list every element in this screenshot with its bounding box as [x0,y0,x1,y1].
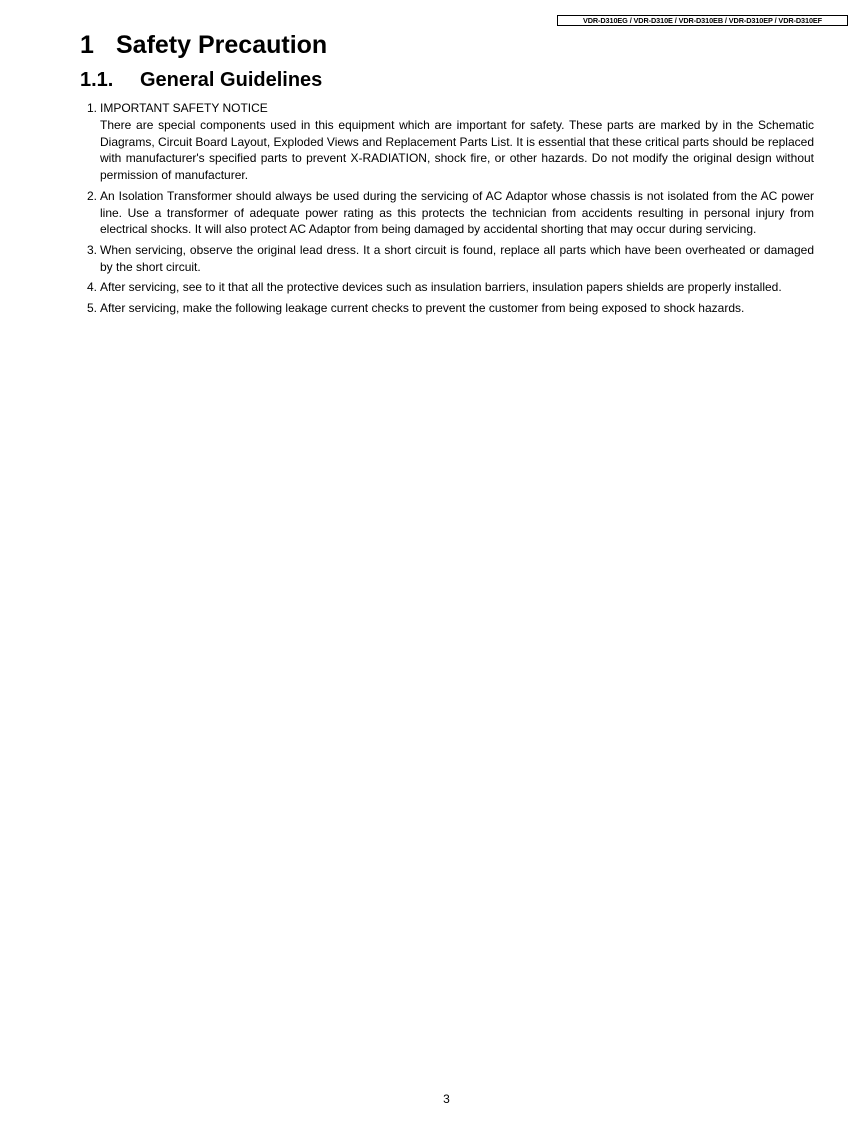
guidelines-list [84,100,814,321]
guideline-item-2 [84,188,814,238]
guideline-item-5 [84,300,814,317]
model-numbers-text: VDR-D310EG / VDR-D310E / VDR-D310EB / VDR-D310EP / VDR-D310EF [582,16,823,25]
guideline-marker: 1. [87,101,98,115]
guideline-text: When servicing, observe the original lead dress. It a short circuit is found, replace all parts which have been overheated or damaged by the short circuit. [100,242,814,274]
guideline-text: There are special components used in this equipment which are important for safety. These parts are marked by in the Schematic Diagrams, Circuit Board Layout, Exploded Views and Replacement Parts List. It is essential that these critical parts should be replaced with manufacturer's specified parts to prevent X-RADIATION, shock fire, or other hazards. Do not modify the original design without permission of manufacturer. [100,117,814,183]
guideline-item-1-body [84,117,814,184]
guideline-item-1 [84,100,814,117]
section-number: 1 [80,31,94,59]
guideline-marker: 2. [87,188,98,203]
guideline-marker: 5. [87,300,98,315]
guideline-marker: 4. [87,280,98,295]
guideline-item-4 [84,279,814,296]
section-heading [80,29,327,61]
subsection-number: 1.1. [80,69,114,91]
guideline-text: An Isolation Transformer should always be used during the servicing of AC Adaptor whose chassis is not isolated from the AC power line. Use a transformer of adequate power rating as this protects the technician from accidents resulting in personal injury from electrical shocks. It will also protect AC Adaptor from being damaged by accidental shorting that may occur during servicing. [100,188,814,237]
subsection-title: General Guidelines [140,69,323,91]
guideline-text: After servicing, see to it that all the protective devices such as insulation barriers, insulation papers shields are properly installed. [100,280,782,295]
guideline-marker: 3. [87,242,98,257]
guideline-item-3 [84,242,814,276]
guideline-text: IMPORTANT SAFETY NOTICE [100,101,268,115]
section-title: Safety Precaution [116,31,328,59]
subsection-heading [80,67,322,93]
model-numbers-box [557,15,848,26]
page-number: 3 [443,1092,450,1106]
guideline-text: After servicing, make the following leakage current checks to prevent the customer from being exposed to shock hazards. [100,300,745,315]
